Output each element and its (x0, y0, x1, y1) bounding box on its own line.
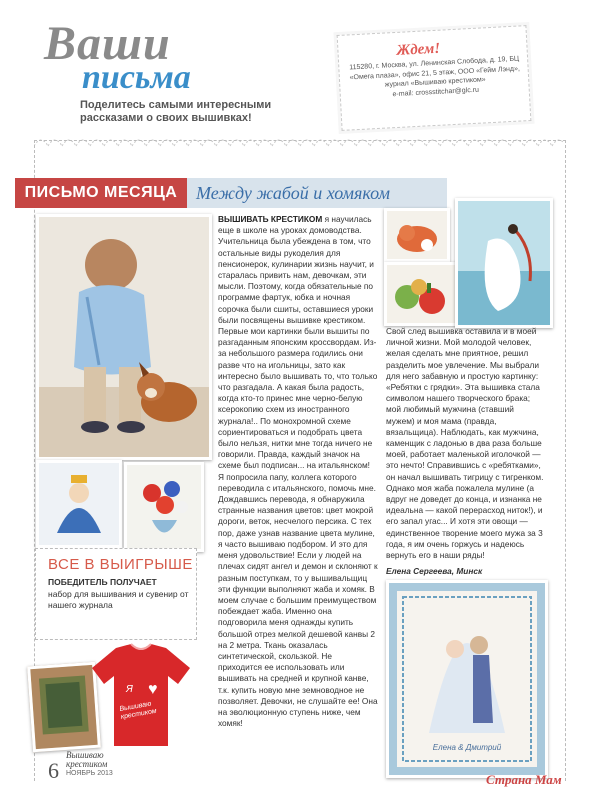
article-signature: Елена Сергеева, Минск (386, 566, 483, 576)
section-title: Между жабой и хомяком (196, 183, 390, 203)
prize-text: набор для вышивания и сувенир от нашего журнала (48, 589, 189, 610)
wedding-names: Елена & Дмитрий (432, 743, 502, 752)
article-text-1: я научилась еще в школе на уроках домоводства. Учительница была убеждена в том, что остальные виды рукоделия для пенсионерок, кулинарии жизнь научит, и старалась привить нам, девочкам, эти мысли. Поэтому, когда обязательные по программе фартук, юбка и ночная сорочка были сшиты, оставшиеся уроки были посвящены вышивке крестиком. Первые мои картинки были вышиты по разгаданным японским кроссвордам. Из-за небольшого размера годились они разве что на игольницы, зато как интересно было вышивать то, что только что разгадала. А какая была радость, когда кто-то принес мне черно-белую ксерокопию схем из иностранного журнала!.. По монохромной схеме сориентироваться и подобрать цвета было нельзя, нитки мне тогда ничего не говорили. Правда, каждый значок на схеме был подписан... на итальянском! Я попросила папу, коллега которого переводила с итальянского, помочь мне. Дождавшись перевода, я обнаружила странные названия цветов: цвет мокрой дороги, веток, несчелого персика. С тех пор, даже узнав название цвета мулине, я часто вышиваю подбором. И это для меня удовольствие! Если у людей на плечах сидят ангел и демон и склоняют к разным поступкам, то у вышивальщиц эти функции выполняют жаба и хомяк. В моем случае с большим преимуществом побеждает жаба. Именно она подговорила меня однажды купить большой отрез мелкой дешевой канвы 2 на 2 метра. Ткань оказалась синтетической, скользкой. Не приходится ее использовать или вышивать на средней и крупной канве, т.к. купить новую мне земноводное не позволяет. Девочки, не слушайте ее! Она на эволюционную ступень ниже, чем хомяк! (218, 214, 378, 729)
prize-heading: ПОБЕДИТЕЛЬ ПОЛУЧАЕТ (48, 577, 157, 587)
address-heading: Ждем! (396, 40, 441, 59)
footer-brand: Вышиваю крестиком (66, 750, 108, 769)
watermark: Страна Мам (486, 772, 562, 787)
embroidery-vegetables-image (384, 262, 460, 326)
title-line-1: Ваши (44, 17, 171, 70)
section-badge: ПИСЬМО МЕСЯЦА (15, 178, 187, 208)
address-text (345, 54, 525, 101)
embroidery-doll-image (36, 460, 122, 548)
embroidery-wedding-image (386, 580, 548, 778)
prize-title: ВСЕ В ВЫИГРЫШЕ (48, 556, 193, 573)
embroidery-flowers-image (124, 462, 204, 552)
tshirt-text-2: Вышиваю крестиком (118, 700, 158, 721)
address-lines: 115280, г. Москва, ул. Ленинская Слобода, д. 19, БЦ «Омега плаза», офис 21, 5 этаж, ООО «Гейм Лэнд», журнал «Вышиваю крестиком» (349, 55, 521, 89)
article-lead: ВЫШИВАТЬ КРЕСТИКОМ (218, 214, 323, 224)
tshirt-heart-icon: ♥ (148, 681, 158, 698)
title-line-2: письма (82, 59, 191, 96)
embroidery-fox-image (384, 208, 450, 262)
embroidery-boy-dog-image (36, 214, 212, 460)
footer-date: НОЯБРЬ 2013 (66, 770, 113, 777)
address-email: e-mail: crossstitchar@glc.ru (392, 86, 480, 98)
article-text-column-1 (218, 214, 378, 729)
address-card (337, 25, 532, 131)
prize-tshirt-image (86, 640, 196, 750)
page-number: 6 (48, 758, 59, 783)
subtitle: Поделитесь самыми интересными рассказами о своих вышивках! (80, 99, 272, 124)
embroidery-swan-lady-image (455, 198, 553, 328)
article-text-column-2: Свой след вышивка оставила и в моей личной жизни. Мой молодой человек, желая сделать мне приятное, решил разделить мое увлечение. Мы выбрали для него забавную и простую картинку: «Ребятки с грядки». Эта вышивка стала символом нашего творческого брака; мой любимый мужчина (ставший мужем) и моя мама (правда, вязальщица). Наблюдать, как мужчина, каменщик с ладонью в два раза больше моей, работает маленькой иголочкой — это нечто! Справившись с «ребятками», он начал вышивать тигрицу с тигренком. Однако моя жаба пожалела мулине (а вдруг не доведет до конца, и изнанка не идеальна — какой перерасход ниток!), и его запал угас... И хотя эти овощи — единственное творение моего мужа за 3 года, я им очень горжусь и надеюсь вернуть его в наши ряды! (386, 326, 544, 561)
tshirt-text-1: Я (126, 684, 133, 695)
